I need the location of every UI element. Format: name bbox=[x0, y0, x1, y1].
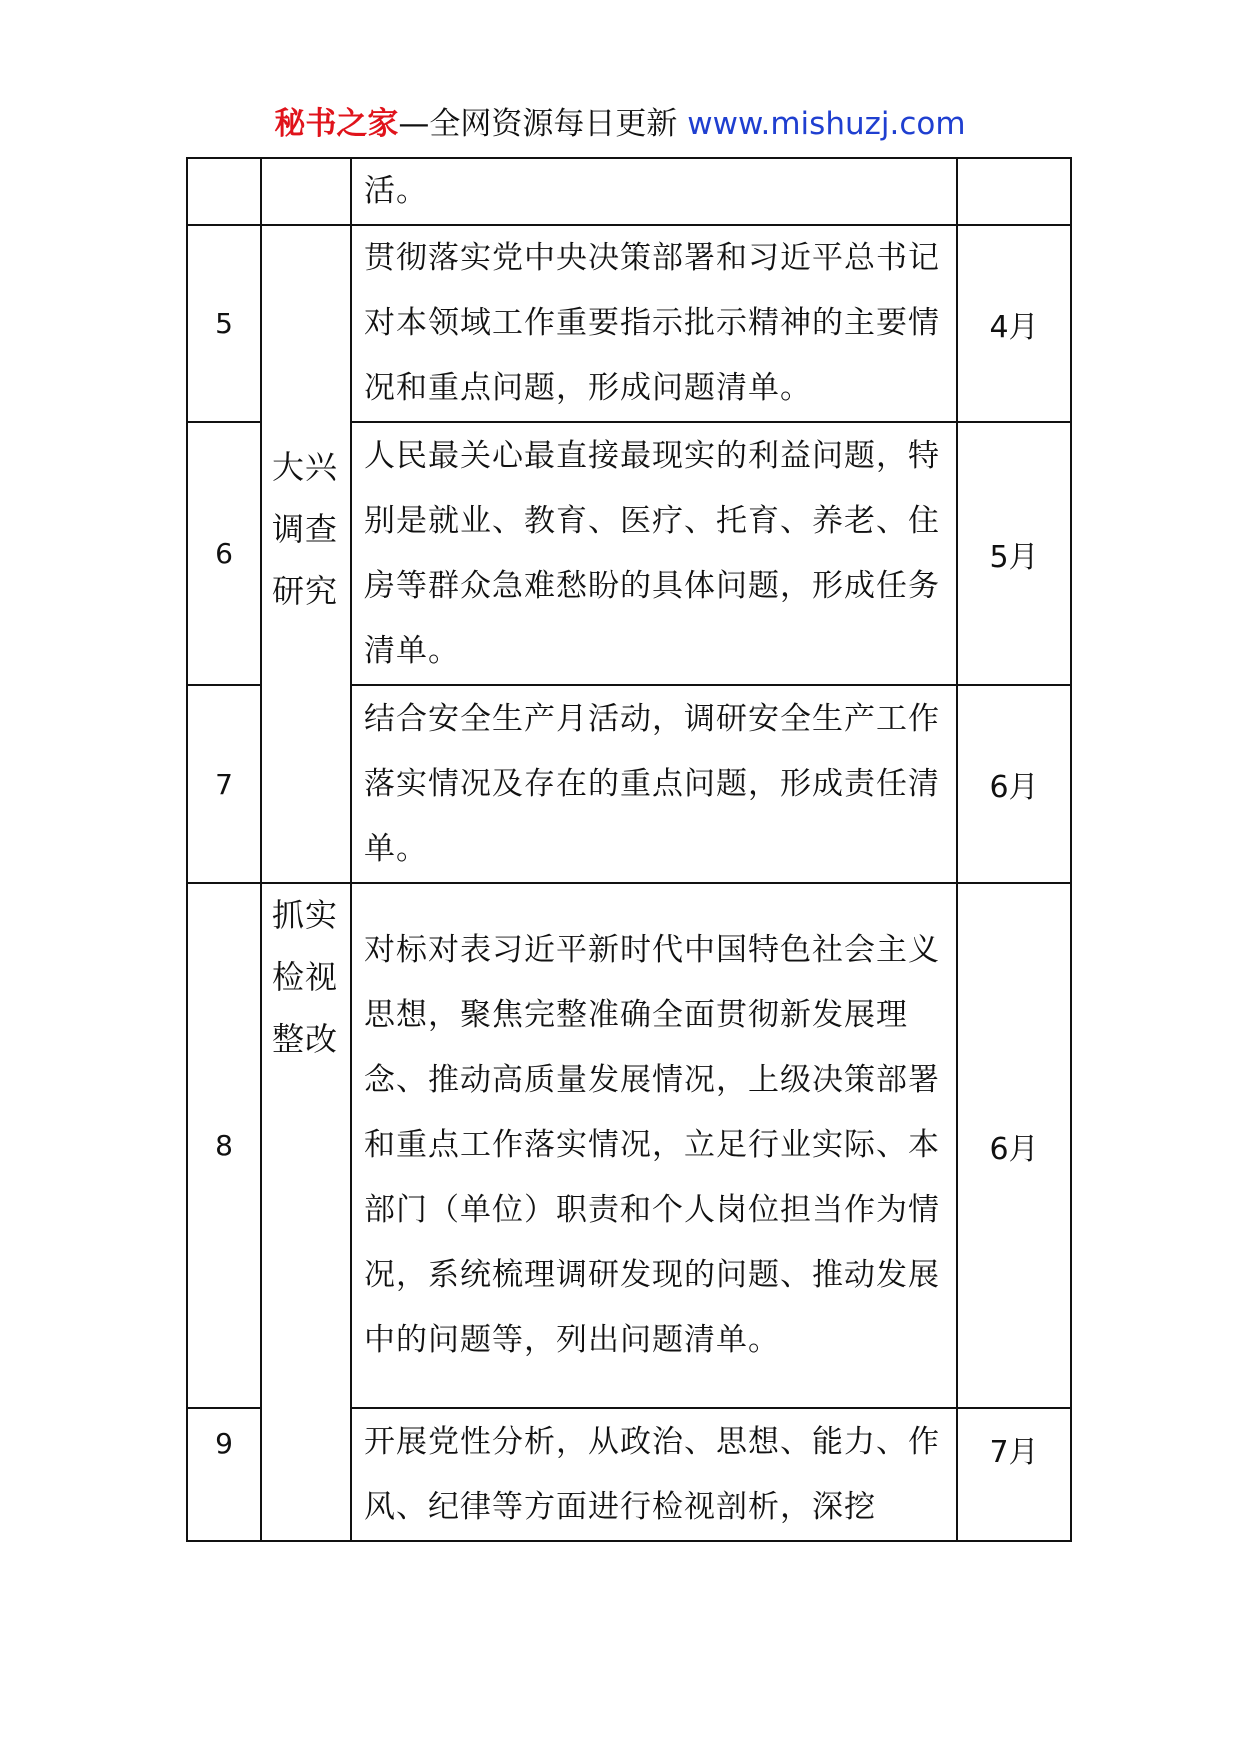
category-line: 整改 bbox=[272, 1020, 339, 1058]
row-description: 活。 bbox=[351, 158, 957, 225]
row-number: 5 bbox=[187, 225, 261, 422]
row-month bbox=[957, 158, 1071, 225]
row-description: 人民最关心最直接最现实的利益问题，特别是就业、教育、医疗、托育、养老、住房等群众急难愁盼的具体问题，形成任务清单。 bbox=[351, 422, 957, 685]
category-line: 调查 bbox=[272, 510, 339, 548]
category-line: 检视 bbox=[272, 958, 339, 996]
table-row bbox=[187, 225, 1071, 422]
row-month: 6月 bbox=[957, 883, 1071, 1408]
table-row bbox=[187, 883, 1071, 1408]
row-description: 贯彻落实党中央决策部署和习近平总书记对本领域工作重要指示批示精神的主要情况和重点问题，形成问题清单。 bbox=[351, 225, 957, 422]
category-research bbox=[261, 225, 351, 883]
brand-name: 秘书之家 bbox=[274, 106, 399, 142]
tagline: —全网资源每日更新 bbox=[398, 106, 678, 142]
row-number: 7 bbox=[187, 685, 261, 883]
row-number: 9 bbox=[187, 1408, 261, 1541]
site-url[interactable]: www.mishuzj.com bbox=[687, 106, 966, 142]
category-cell-empty bbox=[261, 158, 351, 225]
row-month: 6月 bbox=[957, 685, 1071, 883]
row-description: 对标对表习近平新时代中国特色社会主义思想，聚焦完整准确全面贯彻新发展理念、推动高质量发展情况，上级决策部署和重点工作落实情况，立足行业实际、本部门（单位）职责和个人岗位担当作为情况，系统梳理调研发现的问题、推动发展中的问题等，列出问题清单。 bbox=[351, 883, 957, 1408]
row-month: 7月 bbox=[957, 1408, 1071, 1541]
category-line: 研究 bbox=[272, 572, 339, 610]
category-rectification bbox=[261, 883, 351, 1541]
site-header bbox=[0, 104, 1240, 144]
row-description: 结合安全生产月活动，调研安全生产工作落实情况及存在的重点问题，形成责任清单。 bbox=[351, 685, 957, 883]
row-month: 5月 bbox=[957, 422, 1071, 685]
row-description: 开展党性分析，从政治、思想、能力、作风、纪律等方面进行检视剖析，深挖 bbox=[351, 1408, 957, 1541]
row-number: 6 bbox=[187, 422, 261, 685]
row-number: 8 bbox=[187, 883, 261, 1408]
category-line: 大兴 bbox=[272, 448, 339, 486]
category-line: 抓实 bbox=[272, 896, 339, 934]
row-number bbox=[187, 158, 261, 225]
row-month: 4月 bbox=[957, 225, 1071, 422]
table-row bbox=[187, 158, 1071, 225]
work-schedule-table bbox=[186, 157, 1072, 1542]
